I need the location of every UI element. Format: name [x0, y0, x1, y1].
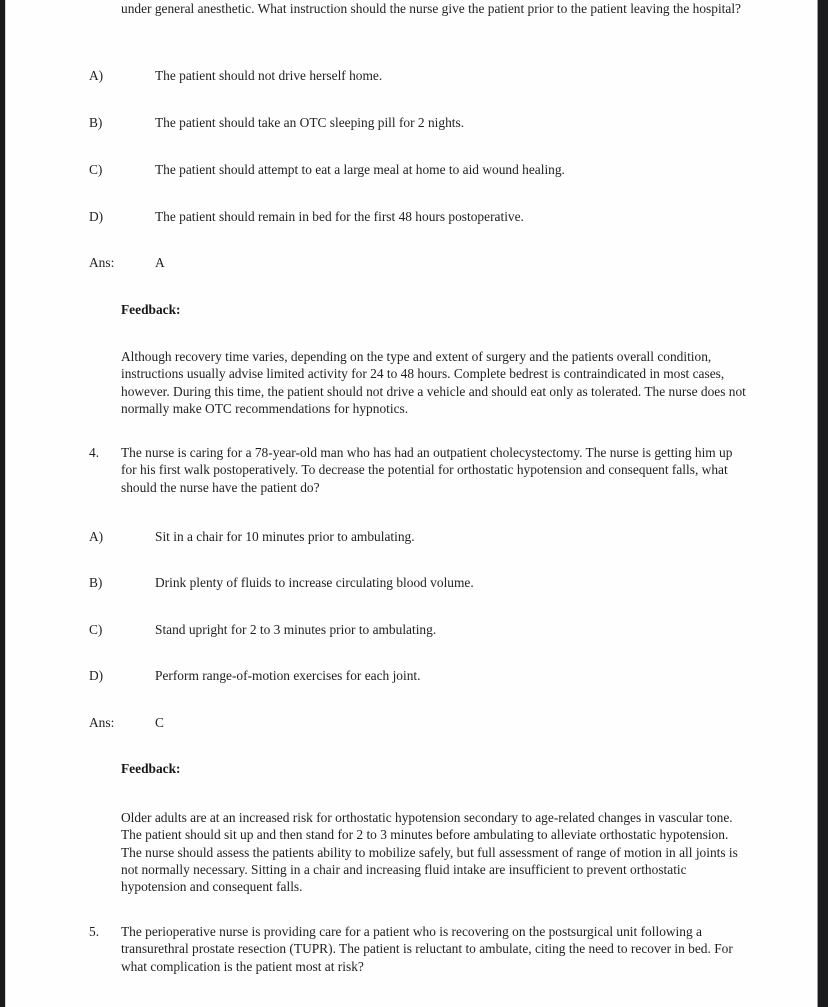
option-row-b — [89, 114, 769, 131]
option-text: Perform range-of-motion exercises for each joint. — [155, 668, 421, 683]
option-row-c — [89, 621, 769, 638]
option-text: The patient should not drive herself home. — [155, 68, 383, 83]
question-4 — [89, 444, 751, 496]
feedback-text: Although recovery time varies, depending on the type and extent of surgery and the patients overall condition, instructions usually advise limited activity for 24 to 48 hours. Complete bedrest is contraindicated in most cases, however. During this time, the patient should not drive a vehicle and should eat only as tolerated. The nurse does not normally make OTC recommendations for hypnotics. — [121, 349, 746, 416]
option-row-d — [89, 208, 769, 225]
option-letter: B) — [89, 575, 103, 590]
option-text: The patient should take an OTC sleeping pill for 2 nights. — [155, 115, 465, 130]
option-letter: D) — [89, 209, 104, 224]
feedback-label: Feedback: — [121, 761, 181, 776]
question-number: 5. — [89, 924, 100, 939]
answer-row — [89, 254, 769, 271]
answer-row — [89, 714, 769, 731]
question-text: The perioperative nurse is providing care for a patient who is recovering on the postsurgical unit following a transurethral prostate resection (TUPR). The patient is reluctant to ambulate, citing the need to recover in bed. For what complication is the patient most at risk? — [121, 924, 733, 974]
feedback-label: Feedback: — [121, 302, 181, 317]
option-row-b — [89, 574, 769, 591]
option-letter: B) — [89, 115, 103, 130]
answer-value: A — [155, 255, 165, 270]
option-letter: D) — [89, 668, 104, 683]
answer-value: C — [155, 715, 164, 730]
question-continuation-text: under general anesthetic. What instruction should the nurse give the patient prior to the patient leaving the hospital? — [121, 1, 742, 16]
option-row-d — [89, 667, 769, 684]
option-text: Sit in a chair for 10 minutes prior to ambulating. — [155, 529, 415, 544]
question-text: The nurse is caring for a 78-year-old man who has had an outpatient cholecystectomy. The nurse is getting him up for his first walk postoperatively. To decrease the potential for orthostatic hypotension and consequent falls, what should the nurse have the patient do? — [121, 445, 733, 495]
option-text: Drink plenty of fluids to increase circulating blood volume. — [155, 575, 474, 590]
option-text: The patient should remain in bed for the first 48 hours postoperative. — [155, 209, 524, 224]
answer-label: Ans: — [89, 715, 115, 730]
scan-right-border — [817, 0, 828, 1007]
option-letter: A) — [89, 68, 104, 83]
option-row-c — [89, 161, 769, 178]
question-number: 4. — [89, 445, 100, 460]
feedback-text: Older adults are at an increased risk for orthostatic hypotension secondary to age-related changes in vascular tone. The patient should sit up and then stand for 2 to 3 minutes before ambulating to alleviate orthostatic hypotension. The nurse should assess the patients ability to mobilize safely, but full assessment of range of motion in all joints is not normally necessary. Sitting in a chair and increasing fluid intake are insufficient to prevent orthostatic hypotension and consequent falls. — [121, 810, 738, 895]
option-letter: C) — [89, 162, 103, 177]
option-letter: C) — [89, 622, 103, 637]
option-text: Stand upright for 2 to 3 minutes prior to ambulating. — [155, 622, 437, 637]
option-letter: A) — [89, 529, 104, 544]
option-row-a — [89, 67, 769, 84]
question-5 — [89, 923, 751, 975]
option-row-a — [89, 528, 769, 545]
answer-label: Ans: — [89, 255, 115, 270]
option-text: The patient should attempt to eat a large meal at home to aid wound healing. — [155, 162, 565, 177]
scan-left-border — [0, 0, 6, 1007]
